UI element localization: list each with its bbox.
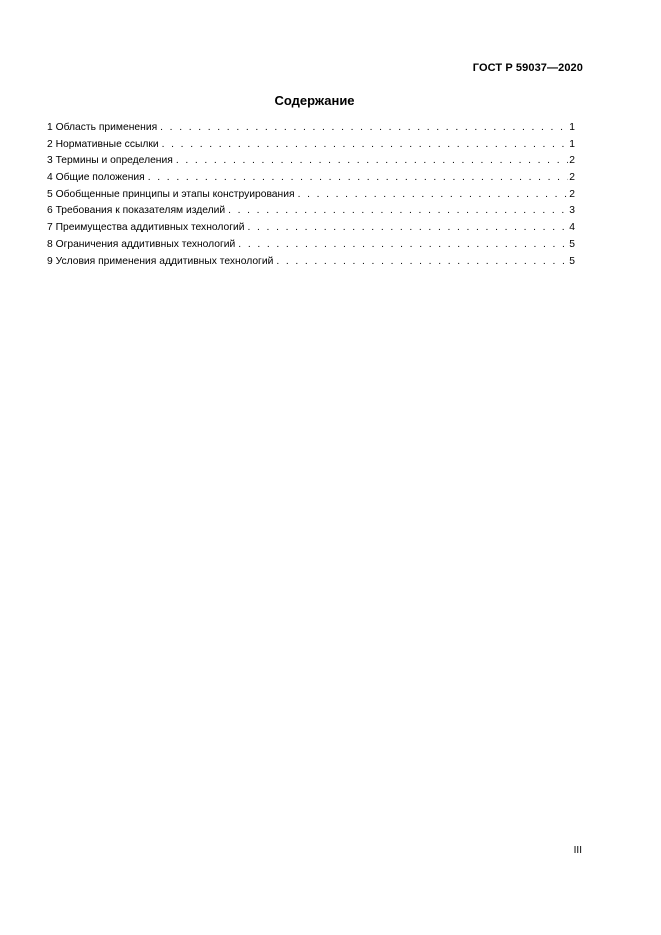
toc-entry[interactable] (47, 237, 575, 254)
toc-entry-label: 8 Ограничения аддитивных технологий (47, 238, 236, 250)
toc-entry-page: 2 (569, 188, 575, 200)
toc-leader-dots (238, 237, 568, 254)
toc-leader-dots (162, 137, 569, 154)
toc-entry[interactable] (47, 170, 575, 187)
toc-entry[interactable] (47, 153, 575, 170)
toc-entry[interactable] (47, 137, 575, 154)
toc-entry[interactable] (47, 187, 575, 204)
document-code: ГОСТ Р 59037—2020 (472, 62, 583, 74)
toc-entry-label: 1 Область применения (47, 122, 158, 133)
toc-entry-page: 1 (569, 122, 575, 133)
toc-leader-dots (248, 220, 569, 237)
toc-entry-label: 2 Нормативные ссылки (47, 138, 159, 150)
toc-entry-label: 4 Общие положения (47, 172, 145, 184)
toc-entry-label: 3 Термины и определения (47, 155, 173, 167)
toc-entry-page: 5 (569, 238, 575, 250)
toc-entry[interactable] (47, 254, 575, 271)
toc-leader-dots (160, 120, 568, 137)
toc-entry[interactable] (47, 120, 575, 137)
toc-entry-label: 9 Условия применения аддитивных технологий (47, 255, 274, 267)
toc-entry-page: 4 (569, 222, 575, 234)
toc-entry-page: 3 (569, 205, 575, 217)
toc-entry-label: 5 Обобщенные принципы и этапы конструирования (47, 188, 295, 200)
toc-entry[interactable] (47, 220, 575, 237)
toc-entry[interactable] (47, 203, 575, 220)
toc-leader-dots (176, 153, 568, 170)
toc-entry-page: 1 (569, 138, 575, 150)
toc-entry-label: 7 Преимущества аддитивных технологий (47, 222, 245, 234)
toc-entry-page: 5 (569, 255, 575, 267)
toc-leader-dots (298, 187, 569, 204)
toc-title: Содержание (274, 93, 355, 108)
toc-entry-page: 2 (569, 155, 575, 167)
toc-entry-label: 6 Требования к показателям изделий (47, 205, 226, 217)
toc-leader-dots (276, 254, 568, 271)
toc-leader-dots (148, 170, 569, 187)
toc-entry-page: 2 (569, 172, 575, 184)
toc-leader-dots (228, 203, 568, 220)
table-of-contents (47, 120, 575, 270)
page-number: III (573, 845, 582, 856)
